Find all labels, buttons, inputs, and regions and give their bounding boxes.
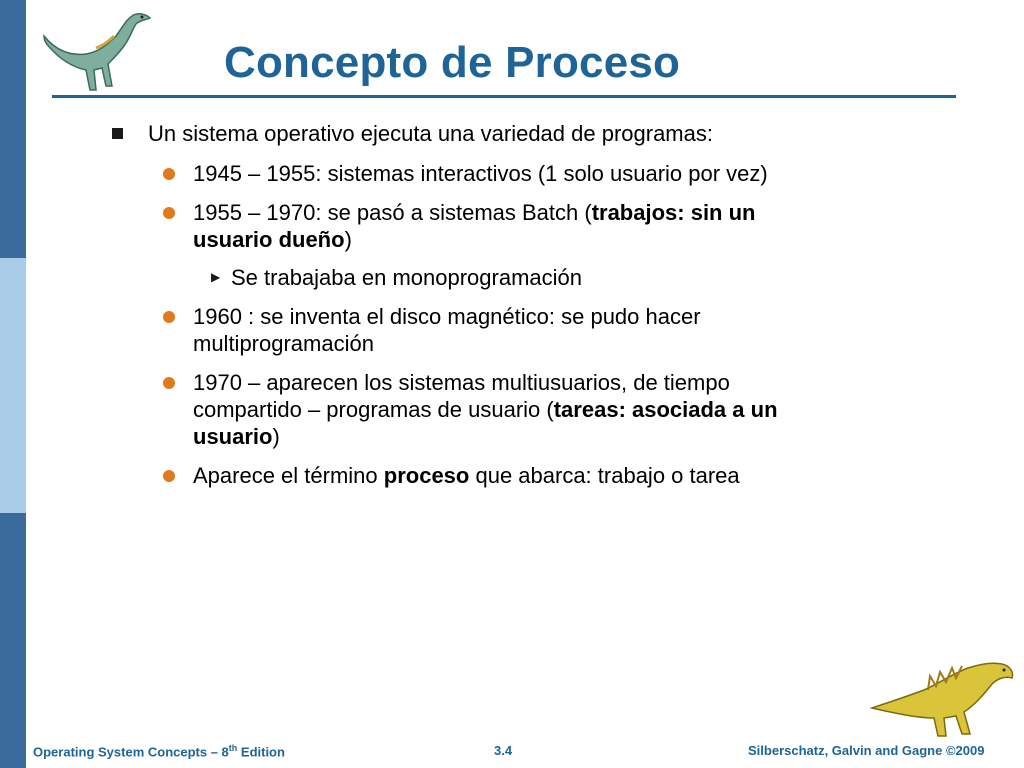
bullet-item-1: 1945 – 1955: sistemas interactivos (1 solo usuario por vez) (193, 161, 768, 186)
slide-title: Concepto de Proceso (224, 38, 681, 87)
bullet-item-5-bold: proceso (383, 463, 470, 488)
round-bullet-icon (163, 377, 175, 389)
footer-page-number: 3.4 (494, 743, 513, 758)
bullet-item-5-text-2: que abarca: trabajo o tarea (469, 463, 740, 488)
round-bullet-icon (163, 470, 175, 482)
square-bullet-icon (112, 128, 123, 139)
bullet-item-4-bold: tareas: asociada a un (553, 397, 778, 422)
title-underline (52, 95, 956, 98)
bullet-item-3-line-1: 1960 : se inventa el disco magnético: se pudo hacer (193, 304, 701, 329)
bullet-item-4-text: compartido – programas de usuario ( (193, 397, 554, 422)
footer-book-title-sup: th (228, 743, 238, 753)
bullet-item-2-close: ) (344, 227, 352, 252)
footer-book-title-text: Operating System Concepts – 8 (33, 744, 229, 760)
dinosaur-illustration-icon (868, 656, 1018, 738)
arrow-bullet-icon: ▶ (211, 270, 221, 284)
left-bar-segment-bottom (0, 513, 26, 768)
bullet-item-4-bold-2: usuario (193, 424, 273, 449)
footer-authors: Silberschatz, Galvin and Gagne ©2009 (748, 743, 985, 758)
bullet-item-4-line-2 (193, 396, 778, 423)
sub-bullet-item: Se trabajaba en monoprogramación (231, 265, 583, 290)
bullet-item-5-text: Aparece el término (193, 463, 384, 488)
left-bar-segment-top (0, 0, 26, 258)
bullet-item-3-line-2: multiprogramación (193, 331, 374, 356)
bullet-item-2-bold-2: usuario dueño (193, 227, 345, 252)
dinosaur-logo-icon (36, 6, 156, 96)
bullet-item-4-close: ) (272, 424, 280, 449)
bullet-item-4-line-3 (193, 423, 280, 450)
bullet-item-2-bold: trabajos: sin un (591, 200, 756, 225)
bullet-item-2-line-2 (193, 226, 352, 253)
footer-book-title (33, 743, 285, 759)
round-bullet-icon (163, 207, 175, 219)
round-bullet-icon (163, 311, 175, 323)
bullet-main: Un sistema operativo ejecuta una variedad de programas: (148, 121, 713, 146)
bullet-item-5 (193, 462, 740, 489)
bullet-item-4-line-1: 1970 – aparecen los sistemas multiusuarios, de tiempo (193, 370, 730, 395)
left-bar-segment-middle (0, 258, 26, 513)
footer-book-title-edition: Edition (237, 744, 285, 760)
bullet-item-2-text: 1955 – 1970: se pasó a sistemas Batch ( (193, 200, 592, 225)
left-accent-bar (0, 0, 26, 768)
bullet-item-2-line-1 (193, 199, 755, 226)
round-bullet-icon (163, 168, 175, 180)
